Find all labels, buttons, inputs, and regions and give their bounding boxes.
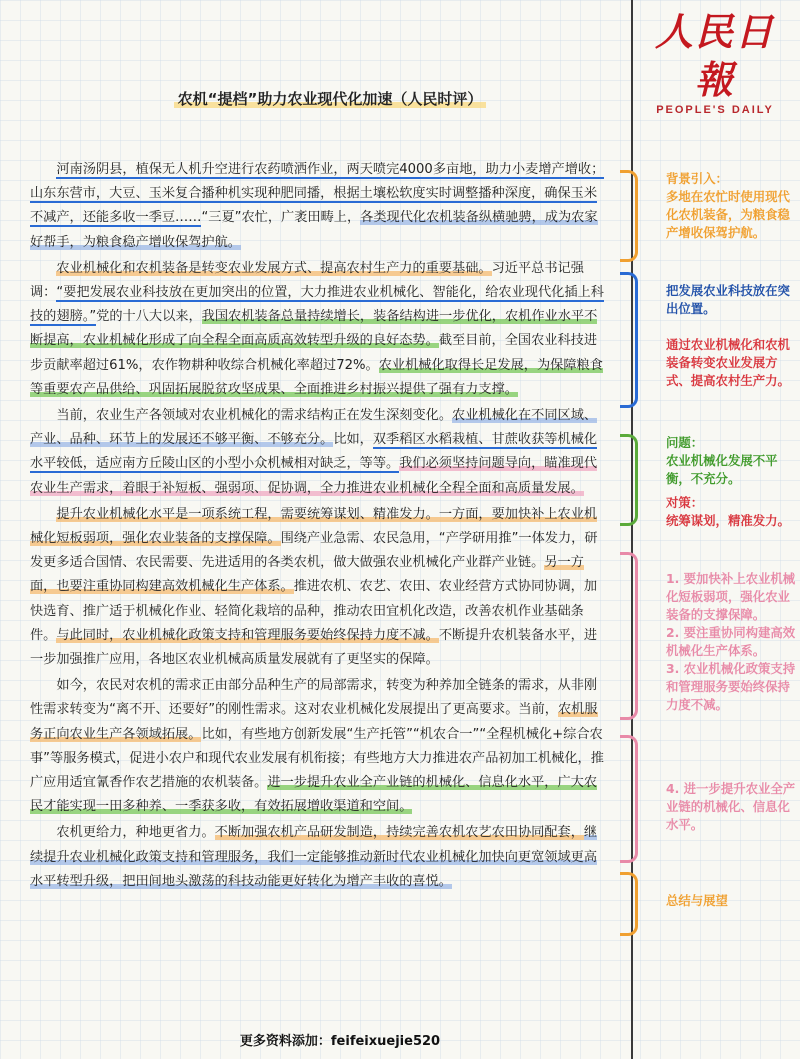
p5-s3: 比如，有些地方创新发展“生产托管”“机农合一”“全程机械化+综合农事”等服务模式，促进小农户和现代农业发展有机衔接；有些地方大力推进农产品初加工机械化，推广应用适宜氰香作农艺措施的农机装备。 bbox=[30, 726, 604, 791]
p2-s1: 农业机械化和农机装备是转变农业发展方式、提高农村生产力的重要基础。 bbox=[56, 260, 492, 276]
p4-s2: 一方面，要加快补上农业机械化短板弱项，强化农业装备的支撑保障。 bbox=[30, 506, 598, 547]
bracket-measures-1 bbox=[620, 552, 638, 720]
p2-s3: “要把发展农业科技放在更加突出的位置，大力推进农业机械化、智能化，给农业现代化插上科技的翅膀。” bbox=[30, 285, 604, 325]
footer-label: 更多资料添加： bbox=[239, 1034, 331, 1049]
logo-chinese: 人民日報 bbox=[654, 9, 775, 102]
p3-s1: 当前，农业生产各领域对农业机械化的需求结构正在发生深刻变化。 bbox=[56, 408, 453, 424]
note-summary: 总结与展望 bbox=[666, 893, 728, 908]
p5-s4: 进一步提升农业全产业链的机械化、信息化水平，广大农民才能实现一田多种养、一季获多收，有效拓展增收渠道和空间。 bbox=[30, 775, 598, 815]
note-measures: 1. 要加快补上农业机械化短板弱项，强化农业装备的支撑保障。 2. 要注重协同构建高效机械化生产体系。 3. 农业机械化政策支持和管理服务要始终保持力度不减。 bbox=[666, 571, 796, 712]
p3-s2: 农业机械化在不同区域、产业、品种、环节上的发展还不够平衡、不够充分。 bbox=[30, 408, 598, 448]
p5-s2: 农机服务正向农业生产各领域拓展。 bbox=[30, 702, 598, 742]
note-develop-tech: 把发展农业科技放在突出位置。 bbox=[666, 283, 790, 316]
bracket-problem bbox=[620, 434, 638, 526]
p4-s4: 另一方面，也要注重协同构建高效机械化生产体系。 bbox=[30, 555, 584, 595]
note-solution: 对策： 统筹谋划，精准发力。 bbox=[666, 495, 790, 528]
bracket-background bbox=[620, 170, 638, 262]
footer bbox=[0, 1030, 680, 1049]
p3-s4: 双季稻区水稻栽植、甘蔗收获等机械化水平较低，适应南方丘陵山区的小型小众机械相对缺乏，等等。 bbox=[30, 432, 598, 472]
logo-english: PEOPLE'S DAILY bbox=[656, 104, 774, 116]
article-title bbox=[100, 88, 560, 109]
p6-s1: 农机更给力，种地更省力。 bbox=[56, 825, 215, 841]
p4-s7: 不断提升农机装备水平，进一步加强推广应用，各地区农业机械高质量发展就有了更坚实的保障。 bbox=[30, 627, 598, 668]
p4-s1: 提升农业机械化水平是一项系统工程，需要统筹谋划、精准发力。 bbox=[56, 506, 439, 522]
note-measure-4: 4. 进一步提升农业全产业链的机械化、信息化水平。 bbox=[666, 781, 796, 832]
p2-s2: 习近平总书记强调： bbox=[30, 260, 584, 301]
p1-s4: 各类现代化农机装备纵横驰骋，成为农家好帮手，为粮食稳产增收保驾护航。 bbox=[30, 210, 598, 250]
p3-s3: 比如， bbox=[333, 432, 373, 448]
p2-s4: 党的十八大以来， bbox=[96, 309, 202, 325]
paragraph-2 bbox=[30, 257, 608, 402]
p4-s6: 与此同时，农业机械化政策支持和管理服务要始终保持力度不减。 bbox=[56, 627, 439, 643]
p1-s1: 河南汤阴县，植保无人机升空进行农药喷洒作业，两天喷完4000多亩地，助力小麦增产增收； bbox=[56, 162, 605, 177]
peoples-daily-logo bbox=[640, 8, 790, 116]
bracket-development bbox=[620, 272, 638, 408]
note-background: 背景引入： 多地在农忙时使用现代化农机装备，为粮食稳产增收保驾护航。 bbox=[666, 171, 790, 240]
paragraph-3 bbox=[30, 404, 608, 501]
p1-s2: 山东东营市，大豆、玉米复合播种机实现种肥同播，根据土壤松软度实时调整播种深度，确保玉米不减产，还能多收一季豆…… bbox=[30, 186, 598, 226]
bracket-summary bbox=[620, 872, 638, 936]
p2-s5: 我国农机装备总量持续增长，装备结构进一步优化，农机作业水平不断提高，农业机械化形成了向全程全面高质高效转型升级的良好态势。 bbox=[30, 309, 598, 349]
p4-s5: 推进农机、农艺、农田、农业经营方式协同协调，加快选育、推广适于机械化作业、轻简化栽培的品种，推动农田宜机化改造，改善农机作业基础条件。 bbox=[30, 579, 598, 643]
note-problem: 问题： 农业机械化发展不平衡，不充分。 bbox=[666, 435, 778, 486]
p4-s3: 围绕产业急需、农民急用，“产学研用推”一体发力，研发更多适合国情、农民需要、先进适用的各类农机，做大做强农业机械化产业群产业链。 bbox=[30, 531, 598, 571]
paragraph-1 bbox=[30, 158, 608, 255]
article-body bbox=[30, 158, 608, 894]
p6-s2: 不断加强农机产品研发制造，持续完善农机农艺农田协同配套， bbox=[214, 825, 584, 841]
p2-s6: 截至目前，全国农业科技进步贡献率超过61%，农作物耕种收综合机械化率超过72%。 bbox=[30, 333, 598, 373]
footer-contact: feifeixuejie520 bbox=[330, 1034, 441, 1049]
p2-s7: 农业机械化取得长足发展，为保障粮食等重要农产品供给、巩固拓展脱贫攻坚成果、全面推进乡村振兴提供了强有力支撑。 bbox=[30, 357, 603, 397]
p6-s3: 继续提升农业机械化政策支持和管理服务，我们一定能够推动新时代农业机械化加快向更宽领域更高水平转型升级，把田间地头激荡的科技动能更好转化为增产丰收的喜悦。 bbox=[30, 825, 598, 889]
p3-s5: 我们必须坚持问题导向，瞄准现代农业生产需求，着眼于补短板、强弱项、促协调，全力推进农业机械化全程全面和高质量发展。 bbox=[30, 456, 598, 496]
paragraph-6 bbox=[30, 821, 608, 894]
bracket-measures-2 bbox=[620, 735, 638, 863]
paragraph-5 bbox=[30, 674, 608, 819]
p1-s3: “三夏”农忙，广袤田畴上， bbox=[201, 210, 361, 226]
p5-s1: 如今，农民对农机的需求正由部分品种生产的局部需求，转变为种养加全链条的需求，从非刚性需求转变为“离不开、还要好”的刚性需求。这对农业机械化发展提出了更高要求。当前， bbox=[30, 678, 598, 718]
note-transform: 通过农业机械化和农机装备转变农业发展方式、提高农村生产力。 bbox=[666, 337, 790, 388]
title-text: 农机“提档”助力农业现代化加速（人民时评） bbox=[174, 90, 487, 108]
paragraph-4 bbox=[30, 503, 608, 672]
